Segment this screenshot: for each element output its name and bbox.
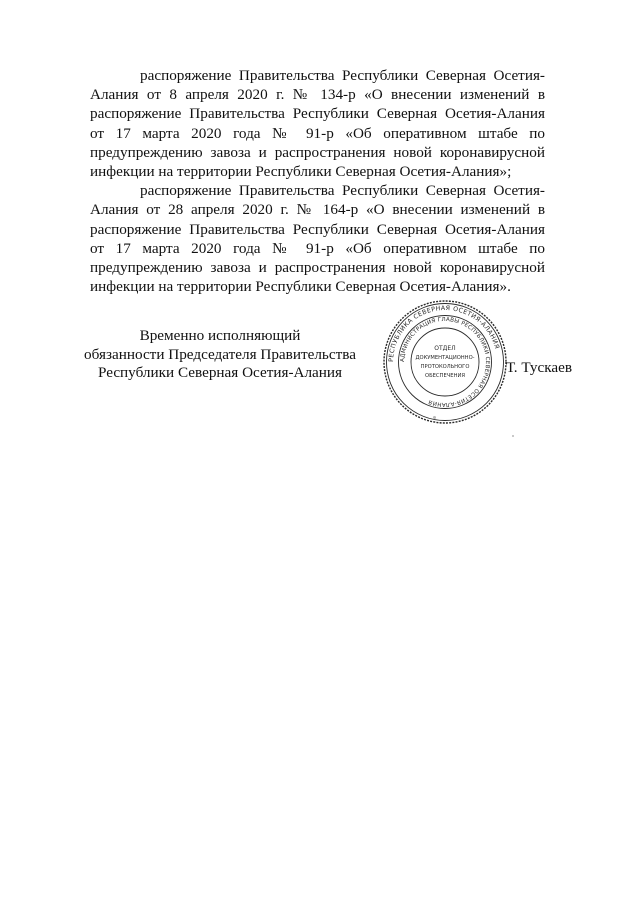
seal-center-line: ОТДЕЛ <box>434 345 456 352</box>
order-reference-paragraph: распоряжение Правительства Республики Северная Осетия-Алания от 8 апреля 2020 г. № 134-р «О внесении изменений в распоряжение Правительства Республики Северная Осетия-Алания от 17 марта 2020 года № 91-р «Об оперативном штабе по предупреждению завоза и распространения новой коронавирусной инфекции на территории Республики Северная Осетия-Алания»; <box>90 67 545 181</box>
seal-center-line: ДОКУМЕНТАЦИОННО- <box>415 355 475 361</box>
seal-center-line: ПРОТОКОЛЬНОГО <box>420 364 470 370</box>
seal-outer-text: РЕСПУБЛИКА СЕВЕРНАЯ ОСЕТИЯ-АЛАНИЯ <box>387 304 501 363</box>
official-seal <box>380 298 510 426</box>
seal-center-line: ОБЕСПЕЧЕНИЯ <box>425 373 465 379</box>
seal-stamp-graphic <box>380 298 510 426</box>
signature-position-line: Республики Северная Осетия-Алания <box>97 364 343 381</box>
scan-speck <box>512 435 514 437</box>
signer-name: Т. Тускаев <box>506 359 573 376</box>
signature-position-line: обязанности Председателя Правительства <box>84 345 356 363</box>
document-body <box>90 66 545 296</box>
signature-position-block <box>70 327 370 383</box>
scan-speck <box>433 416 436 419</box>
seal-inner-text: АДМИНИСТРАЦИЯ ГЛАВЫ РЕСПУБЛИКИ СЕВЕРНАЯ ОСЕТИЯ-АЛАНИЯ <box>399 316 491 408</box>
svg-text:АДМИНИСТРАЦИЯ ГЛАВЫ РЕСПУБЛИКИ <box>400 317 490 407</box>
signature-position-line: Временно исполняющий <box>139 327 301 344</box>
order-reference-paragraph: распоряжение Правительства Республики Северная Осетия-Алания от 28 апреля 2020 г. № 164-р «О внесении изменений в распоряжение Правительства Республики Северная Осетия-Алания от 17 марта 2020 года № 91-р «Об оперативном штабе по предупреждению завоза и распространения новой коронавирусной инфекции на территории Республики Северная Осетия-Алания». <box>90 182 545 296</box>
